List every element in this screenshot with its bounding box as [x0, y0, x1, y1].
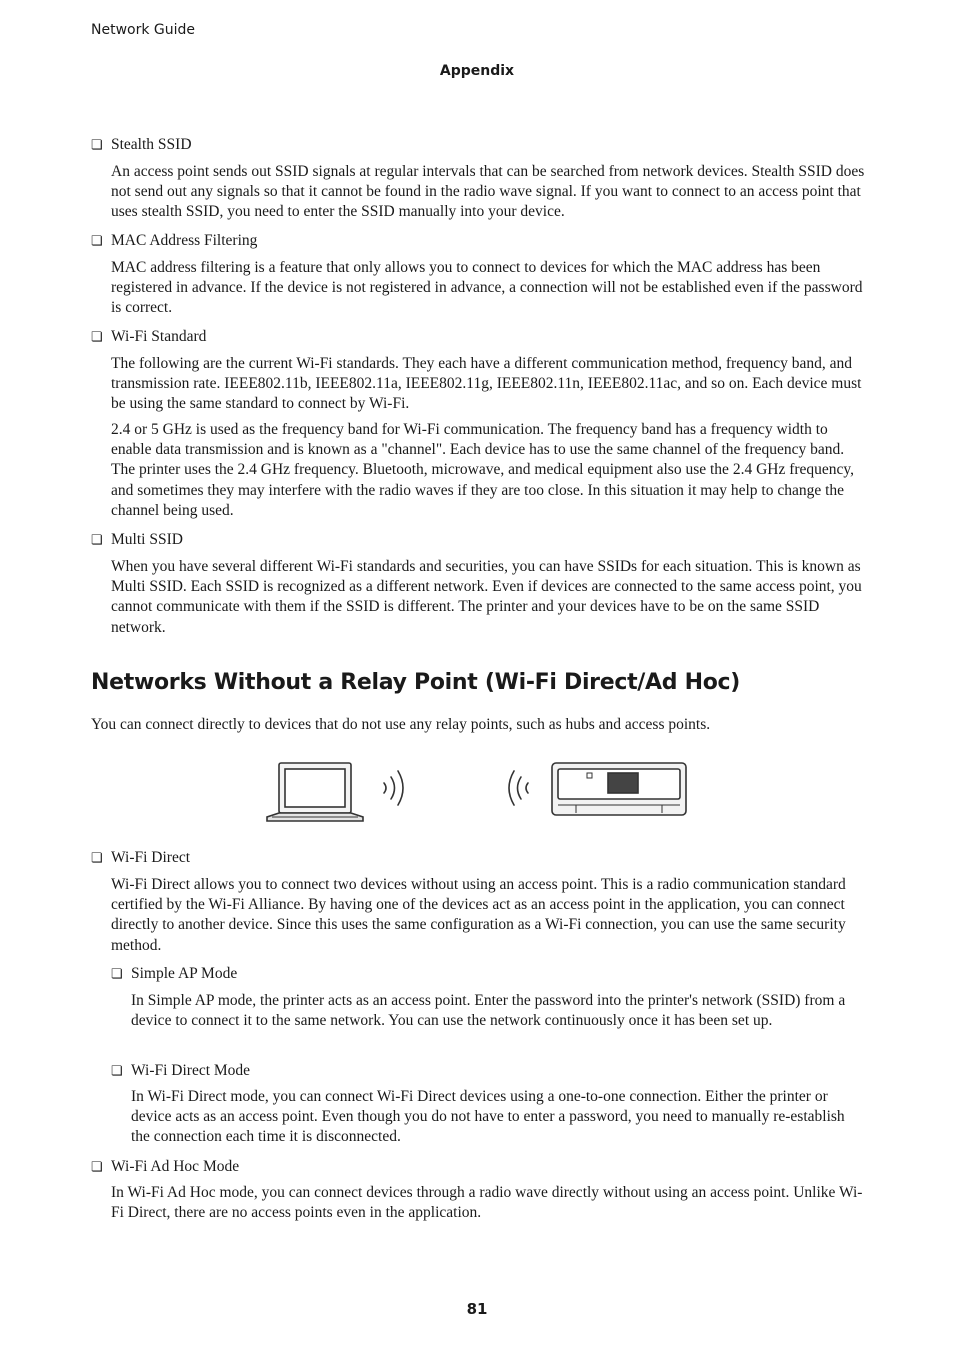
- checkbox-bullet-icon: ❏: [91, 850, 103, 865]
- list-item-wifi-standard: [91, 327, 206, 347]
- section-intro: You can connect directly to devices that do not use any relay points, such as hubs and access points.: [91, 716, 711, 733]
- paragraph: In Simple AP mode, the printer acts as an access point. Enter the password into the printer's network (SSID) from a device to connect it to the same network. You can use the network continuously once it has been set up.: [131, 992, 846, 1030]
- sub-list-item-label: Wi-Fi Direct Mode: [131, 1062, 251, 1079]
- list-item-mac-filtering: [91, 231, 257, 251]
- checkbox-bullet-icon: ❏: [91, 329, 103, 344]
- sub-list-item-label: Simple AP Mode: [131, 965, 238, 982]
- running-header-title: Network Guide: [91, 22, 196, 38]
- paragraph: In Wi-Fi Ad Hoc mode, you can connect devices through a radio wave directly without using an access point. Unlike Wi-Fi Direct, there are no access points even in the application.: [111, 1184, 863, 1222]
- radio-waves-icon: [509, 771, 528, 805]
- paragraph: 2.4 or 5 GHz is used as the frequency band for Wi-Fi communication. The frequency band has a frequency width to enable data transmission and is known as a "channel". Each device has to use the same channel of the frequency band. The printer uses the 2.4 GHz frequency. Bluetooth, microwave, and medical equipment also use the 2.4 GHz frequency, and sometimes they may interfere with the radio waves if they are too close. In this situation it may help to change the channel being used.: [111, 421, 855, 519]
- checkbox-bullet-icon: ❏: [111, 966, 123, 981]
- running-header-section: Appendix: [439, 63, 515, 79]
- paragraph: When you have several different Wi-Fi standards and securities, you can have SSIDs for each situation. This is known as Multi SSID. Each SSID is recognized as a different network. Even if devices are connected to the same access point, you cannot communicate with them if the SSID is different. The printer and your devices have to be on the same SSID network.: [111, 558, 862, 636]
- list-item-label: Multi SSID: [111, 531, 183, 548]
- section-heading: Networks Without a Relay Point (Wi-Fi Direct/Ad Hoc): [91, 670, 740, 695]
- list-item-wifi-direct: [91, 848, 190, 868]
- sub-list-item-simple-ap: [111, 964, 237, 984]
- list-item-wifi-ad-hoc: [91, 1157, 239, 1177]
- checkbox-bullet-icon: ❏: [91, 1159, 103, 1174]
- sub-list-item-wifi-direct-mode: [111, 1061, 250, 1081]
- checkbox-bullet-icon: ❏: [91, 137, 103, 152]
- list-item-label: MAC Address Filtering: [111, 232, 258, 249]
- checkbox-bullet-icon: ❏: [111, 1063, 123, 1078]
- paragraph: Wi-Fi Direct allows you to connect two devices without using an access point. This is a radio communication standard certified by the Wi-Fi Alliance. By having one of the devices act as an access point in the application, you can connect directly to another device. Since this uses the same configuration as a Wi-Fi connection, you can use the same security method.: [111, 876, 846, 954]
- laptop-icon: [267, 763, 363, 821]
- paragraph: MAC address filtering is a feature that only allows you to connect to devices for which the MAC address has been registered in advance. If the device is not registered in advance, a connection will not be established even if the password is correct.: [111, 259, 863, 317]
- wifi-direct-diagram: [260, 755, 700, 830]
- page-number: 81: [466, 1300, 488, 1318]
- list-item-label: Wi-Fi Ad Hoc Mode: [111, 1158, 240, 1175]
- paragraph: The following are the current Wi-Fi standards. They each have a different communication method, frequency band, and transmission rate. IEEE802.11b, IEEE802.11a, IEEE802.11g, IEEE802.11n, IEEE802.11ac, and so on. Each device must be using the same standard to connect by Wi-Fi.: [111, 355, 862, 413]
- checkbox-bullet-icon: ❏: [91, 532, 103, 547]
- radio-waves-icon: [384, 771, 403, 805]
- list-item-label: Wi-Fi Direct: [111, 849, 191, 866]
- paragraph: An access point sends out SSID signals at regular intervals that can be searched from network devices. Stealth SSID does not send out any signals so that it cannot be found in the radio wave signal. If you want to connect to an access point that uses stealth SSID, you need to enter the SSID manually into your device.: [111, 163, 865, 221]
- list-item-stealth-ssid: [91, 135, 192, 155]
- list-item-label: Stealth SSID: [111, 136, 192, 153]
- list-item-label: Wi-Fi Standard: [111, 328, 207, 345]
- checkbox-bullet-icon: ❏: [91, 233, 103, 248]
- paragraph: In Wi-Fi Direct mode, you can connect Wi-Fi Direct devices using a one-to-one connection. Either the printer or device acts as an access point. Even though you do not have to enter a password, you need to manually re-establish the connection each time it is disconnected.: [131, 1088, 845, 1146]
- list-item-multi-ssid: [91, 530, 183, 550]
- printer-icon: [552, 763, 686, 815]
